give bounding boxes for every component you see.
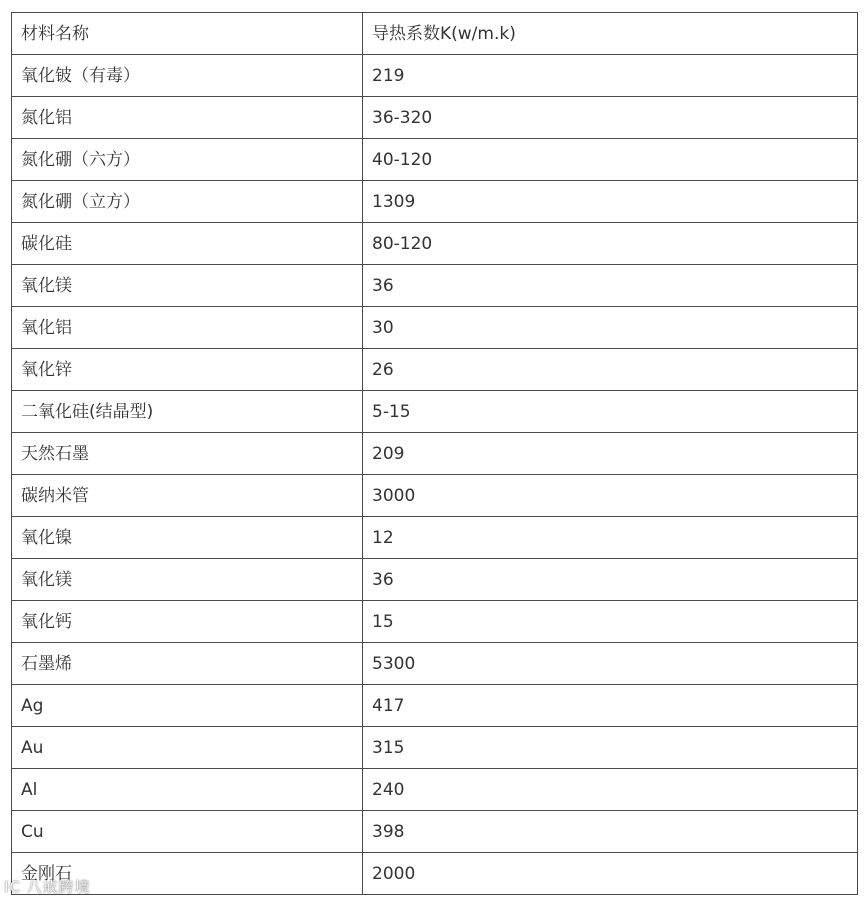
conductivity-cell: 209 bbox=[363, 433, 858, 475]
material-cell: 石墨烯 bbox=[12, 643, 363, 685]
table-body bbox=[12, 13, 858, 895]
table-row bbox=[12, 517, 858, 559]
table-row bbox=[12, 265, 858, 307]
table-row bbox=[12, 223, 858, 265]
material-cell: Cu bbox=[12, 811, 363, 853]
material-cell: 氧化镁 bbox=[12, 265, 363, 307]
conductivity-cell: 80-120 bbox=[363, 223, 858, 265]
material-cell: Au bbox=[12, 727, 363, 769]
conductivity-cell: 5300 bbox=[363, 643, 858, 685]
conductivity-cell: 36 bbox=[363, 559, 858, 601]
conductivity-cell: 219 bbox=[363, 55, 858, 97]
material-cell: 二氧化硅(结晶型) bbox=[12, 391, 363, 433]
table-row bbox=[12, 55, 858, 97]
conductivity-cell: 36-320 bbox=[363, 97, 858, 139]
material-cell: 氮化硼（六方） bbox=[12, 139, 363, 181]
material-cell: 氧化镁 bbox=[12, 559, 363, 601]
table-row bbox=[12, 475, 858, 517]
material-cell: Al bbox=[12, 769, 363, 811]
table-row bbox=[12, 307, 858, 349]
table-row bbox=[12, 97, 858, 139]
table-row bbox=[12, 811, 858, 853]
material-cell: 氧化钙 bbox=[12, 601, 363, 643]
table-row bbox=[12, 349, 858, 391]
header-material-cell: 材料名称 bbox=[12, 13, 363, 55]
table-row bbox=[12, 433, 858, 475]
material-cell: 碳纳米管 bbox=[12, 475, 363, 517]
thermal-conductivity-table bbox=[11, 12, 858, 895]
conductivity-cell: 12 bbox=[363, 517, 858, 559]
conductivity-cell: 5-15 bbox=[363, 391, 858, 433]
table-row bbox=[12, 769, 858, 811]
material-cell: 氮化铝 bbox=[12, 97, 363, 139]
conductivity-cell: 398 bbox=[363, 811, 858, 853]
conductivity-cell: 26 bbox=[363, 349, 858, 391]
conductivity-cell: 1309 bbox=[363, 181, 858, 223]
conductivity-cell: 36 bbox=[363, 265, 858, 307]
material-cell: 氧化铝 bbox=[12, 307, 363, 349]
table-row bbox=[12, 181, 858, 223]
material-cell: 氧化铍（有毒） bbox=[12, 55, 363, 97]
conductivity-cell: 30 bbox=[363, 307, 858, 349]
material-cell: 天然石墨 bbox=[12, 433, 363, 475]
material-cell: 碳化硅 bbox=[12, 223, 363, 265]
material-cell: Ag bbox=[12, 685, 363, 727]
watermark-text: IC 八戒跨境 bbox=[4, 878, 91, 896]
table-row bbox=[12, 559, 858, 601]
material-cell: 氮化硼（立方） bbox=[12, 181, 363, 223]
table-row bbox=[12, 727, 858, 769]
table-header-row bbox=[12, 13, 858, 55]
table-row bbox=[12, 685, 858, 727]
conductivity-cell: 15 bbox=[363, 601, 858, 643]
conductivity-cell: 40-120 bbox=[363, 139, 858, 181]
table-row bbox=[12, 853, 858, 895]
conductivity-cell: 417 bbox=[363, 685, 858, 727]
table-row bbox=[12, 391, 858, 433]
material-cell: 氧化镍 bbox=[12, 517, 363, 559]
conductivity-cell: 240 bbox=[363, 769, 858, 811]
material-cell: 氧化锌 bbox=[12, 349, 363, 391]
conductivity-cell: 2000 bbox=[363, 853, 858, 895]
conductivity-cell: 3000 bbox=[363, 475, 858, 517]
material-cell: 金刚石 bbox=[12, 853, 363, 895]
table-row bbox=[12, 601, 858, 643]
table-row bbox=[12, 139, 858, 181]
conductivity-cell: 315 bbox=[363, 727, 858, 769]
table-row bbox=[12, 643, 858, 685]
header-conductivity-cell: 导热系数K(w/m.k) bbox=[363, 13, 858, 55]
